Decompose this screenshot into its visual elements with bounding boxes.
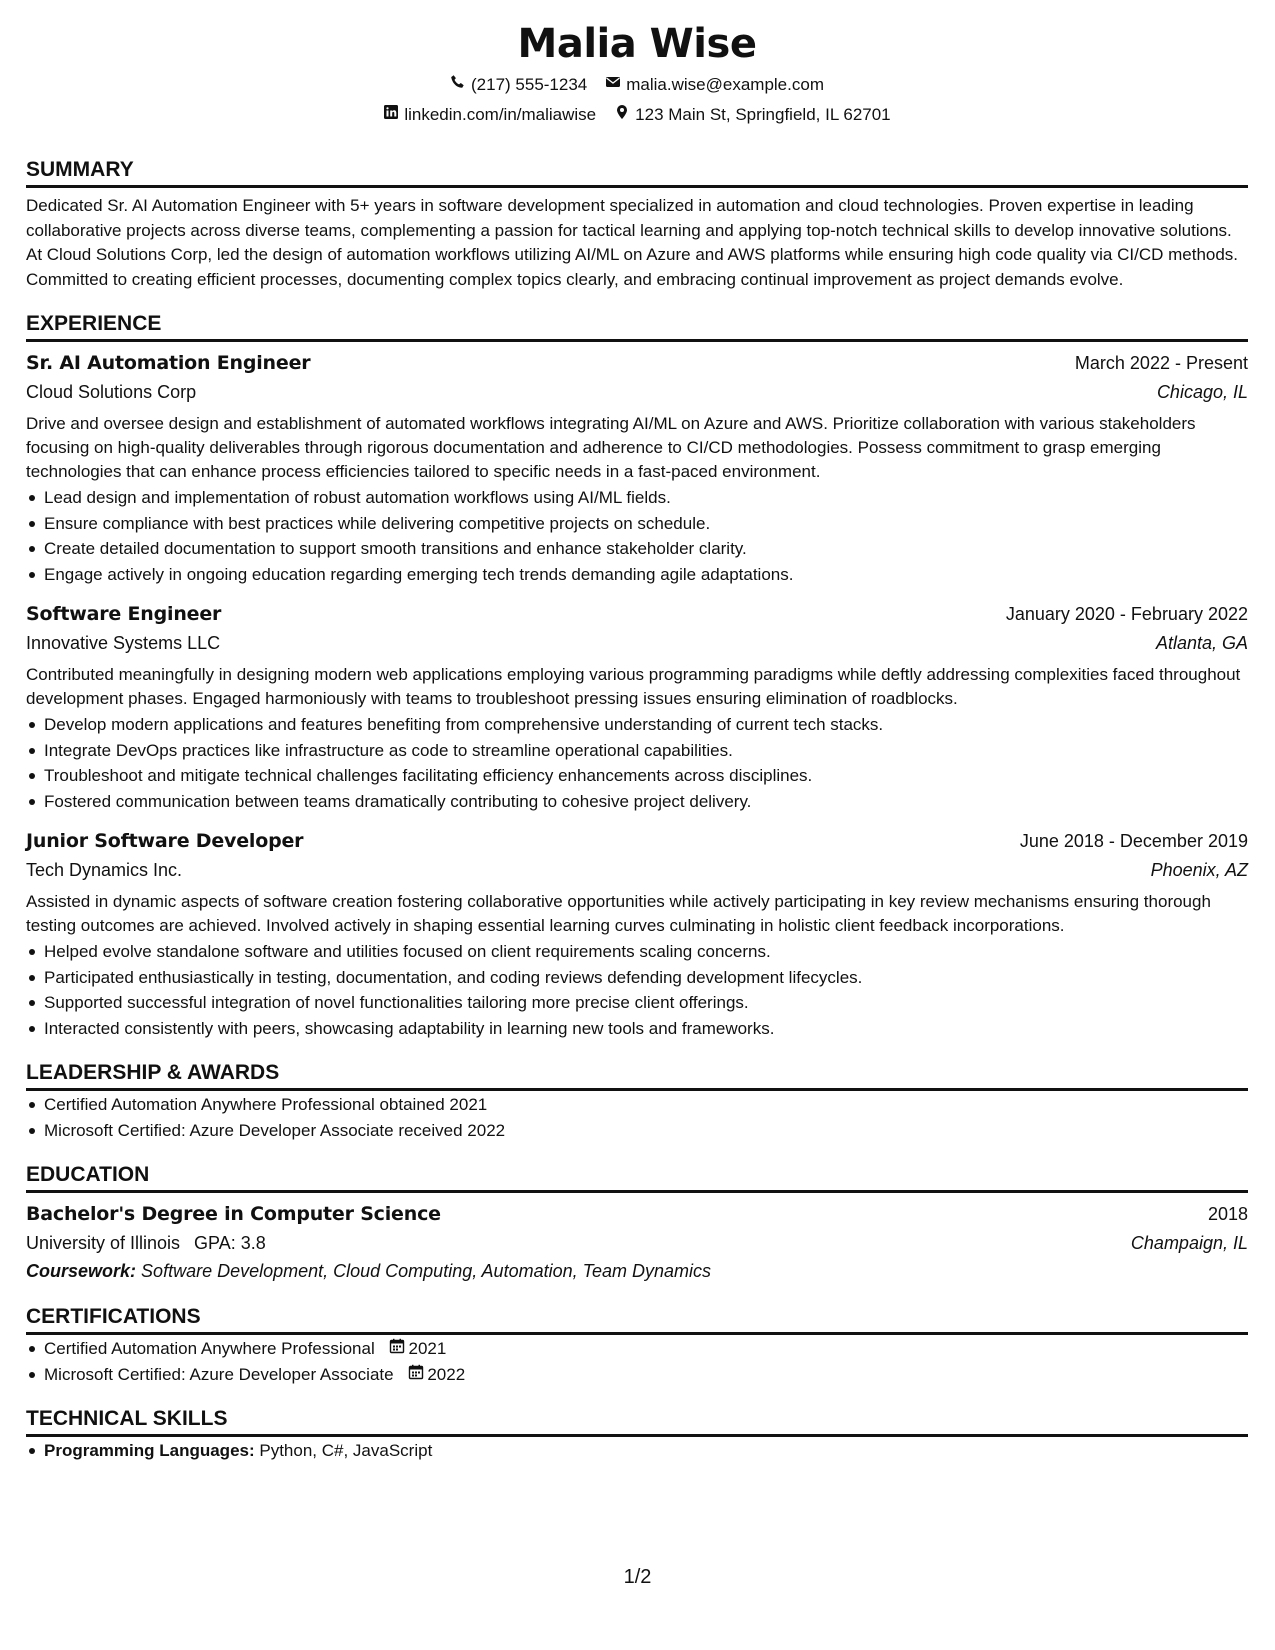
company-name: Cloud Solutions Corp <box>26 382 197 402</box>
address: 123 Main St, Springfield, IL 62701 <box>635 105 891 124</box>
email-address[interactable]: malia.wise@example.com <box>626 75 824 94</box>
skill-value: Python, C#, JavaScript <box>259 1441 433 1460</box>
job-bullets <box>26 939 1248 1041</box>
coursework <box>26 1257 1248 1285</box>
list-item <box>44 1438 1248 1464</box>
address-contact <box>614 100 890 130</box>
summary-text: Dedicated Sr. AI Automation Engineer with 5+ years in software development specialized in automation and cloud technologies. Proven expertise in leading collaborative projects across diverse teams, complementing a passion for tactical learning and applying top-notch technical skills to develop innovative solutions. At Cloud Solutions Corp, led the design of automation workflows utilizing AI/ML on Azure and AWS platforms while ensuring high code quality via CI/CD methods. Committed to creating efficient processes, documenting complex topics clearly, and embracing continual improvement as project demands evolve. <box>26 196 1239 289</box>
list-item: Participated enthusiastically in testing, documentation, and coding reviews defending development lifecycles. <box>44 965 1248 991</box>
school-location: Champaign, IL <box>1130 1233 1248 1253</box>
degree: Bachelor's Degree in Computer Science <box>26 1203 441 1225</box>
coursework-list: Software Development, Cloud Computing, Automation, Team Dynamics <box>141 1261 711 1281</box>
phone-icon <box>450 70 466 100</box>
map-pin-icon <box>614 100 630 130</box>
job-dates: January 2020 - February 2022 <box>1005 604 1248 624</box>
list-item: Fostered communication between teams dramatically contributing to cohesive project delivery. <box>44 789 1248 815</box>
job-entry <box>26 599 1248 814</box>
certification-year: 2021 <box>408 1339 447 1358</box>
page-number: 1/2 <box>623 1566 652 1588</box>
list-item: Ensure compliance with best practices while delivering competitive projects on schedule. <box>44 511 1248 537</box>
job-entry <box>26 826 1248 1041</box>
list-item: Develop modern applications and features benefiting from comprehensive understanding of current tech stacks. <box>44 712 1248 738</box>
phone-number: (217) 555-1234 <box>471 75 588 94</box>
list-item: Lead design and implementation of robust automation workflows using AI/ML fields. <box>44 485 1248 511</box>
coursework-label: Coursework: <box>26 1261 137 1281</box>
list-item: Integrate DevOps practices like infrastructure as code to streamline operational capabilities. <box>44 738 1248 764</box>
certification-date <box>389 1336 446 1362</box>
education-heading: EDUCATION <box>26 1161 1248 1193</box>
skill-label: Programming Languages: <box>44 1441 255 1460</box>
certification-name: Certified Automation Anywhere Professional <box>44 1339 375 1358</box>
job-location: Chicago, IL <box>1156 382 1248 402</box>
list-item: Interacted consistently with peers, showcasing adaptability in learning new tools and frameworks. <box>44 1016 1248 1042</box>
school-info <box>26 1229 266 1257</box>
phone-contact <box>450 70 587 100</box>
list-item <box>44 1362 1248 1388</box>
job-dates: March 2022 - Present <box>1074 353 1248 373</box>
certifications-section <box>26 1303 1248 1387</box>
leadership-heading: LEADERSHIP & AWARDS <box>26 1059 1248 1091</box>
education-entry <box>26 1199 1248 1285</box>
leadership-list <box>26 1092 1248 1143</box>
leadership-section <box>26 1059 1248 1143</box>
skills-heading: TECHNICAL SKILLS <box>26 1405 1248 1437</box>
contact-line-1 <box>26 70 1248 100</box>
certification-name: Microsoft Certified: Azure Developer Associate <box>44 1364 394 1384</box>
list-item: Certified Automation Anywhere Professional obtained 2021 <box>44 1092 1248 1118</box>
job-location: Phoenix, AZ <box>1150 860 1248 880</box>
job-bullets <box>26 485 1248 587</box>
list-item <box>44 1336 1248 1362</box>
resume-page <box>26 18 1248 1464</box>
list-item: Supported successful integration of novel functionalities tailoring more precise client offerings. <box>44 990 1248 1016</box>
linkedin-icon <box>383 100 399 130</box>
envelope-icon <box>605 70 621 100</box>
list-item: Engage actively in ongoing education regarding emerging tech trends demanding agile adaptations. <box>44 562 1248 588</box>
job-location: Atlanta, GA <box>1155 633 1248 653</box>
calendar-icon <box>389 1336 405 1362</box>
list-item: Helped evolve standalone software and utilities focused on client requirements scaling concerns. <box>44 939 1248 965</box>
email-contact[interactable] <box>605 70 824 100</box>
experience-heading: EXPERIENCE <box>26 310 1248 342</box>
job-description: Contributed meaningfully in designing modern web applications employing various programming paradigms while deftly addressing complexities faced throughout development phases. Engaged harmoniously with teams to troubleshoot pressing issues ensuring elimination of roadblocks. <box>26 665 1241 708</box>
summary-section <box>26 156 1248 292</box>
job-description: Drive and oversee design and establishment of automated workflows integrating AI/ML on Azure and AWS. Prioritize collaboration with various stakeholders focusing on high-quality deliverables through rigorous documentation and adherence to CI/CD methodologies. Possess commitment to grasp emerging technologies that can enhance process efficiencies tailored to specific needs in a fast-paced environment. <box>26 414 1196 481</box>
experience-section <box>26 310 1248 1041</box>
list-item: Create detailed documentation to support smooth transitions and enhance stakeholder clarity. <box>44 536 1248 562</box>
company-name: Innovative Systems LLC <box>26 633 221 653</box>
school-name: University of Illinois <box>26 1233 181 1253</box>
gpa: GPA: 3.8 <box>194 1233 266 1253</box>
job-description: Assisted in dynamic aspects of software creation fostering collaborative opportunities while actively participating in key review mechanisms ensuring thorough testing outcomes are achieved. Involved actively in shaping essential learning curves culminating in holistic client feedback incorporations. <box>26 892 1211 935</box>
skills-section <box>26 1405 1248 1464</box>
education-section <box>26 1161 1248 1285</box>
skills-list <box>26 1438 1248 1464</box>
job-title: Sr. AI Automation Engineer <box>26 352 311 374</box>
list-item: Microsoft Certified: Azure Developer Associate received 2022 <box>44 1118 1248 1144</box>
linkedin-contact[interactable] <box>383 100 596 130</box>
linkedin-url[interactable]: linkedin.com/in/maliawise <box>404 105 597 124</box>
job-dates: June 2018 - December 2019 <box>1019 831 1248 851</box>
certification-year: 2022 <box>427 1364 466 1384</box>
candidate-name: Malia Wise <box>517 21 757 67</box>
contact-line-2 <box>26 100 1248 130</box>
job-title: Software Engineer <box>26 603 222 625</box>
graduation-year: 2018 <box>1207 1204 1248 1224</box>
certifications-heading: CERTIFICATIONS <box>26 1303 1248 1335</box>
calendar-icon <box>408 1362 424 1388</box>
certifications-list <box>26 1336 1248 1387</box>
list-item: Troubleshoot and mitigate technical challenges facilitating efficiency enhancements across disciplines. <box>44 763 1248 789</box>
certification-date <box>408 1362 465 1388</box>
job-entry <box>26 348 1248 587</box>
company-name: Tech Dynamics Inc. <box>26 860 183 880</box>
job-title: Junior Software Developer <box>26 830 304 852</box>
summary-heading: SUMMARY <box>26 156 1248 188</box>
job-bullets <box>26 712 1248 814</box>
